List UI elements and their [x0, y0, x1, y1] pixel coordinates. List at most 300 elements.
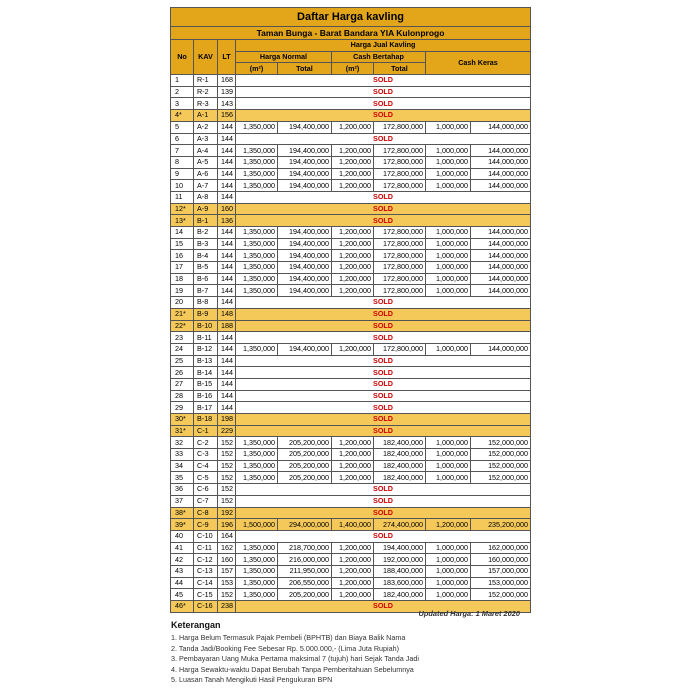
price-normal-total: 205,200,000	[278, 437, 332, 449]
row-number: 7	[171, 145, 194, 157]
row-lt: 144	[218, 273, 236, 285]
row-number: 18	[171, 273, 194, 285]
row-kav: B-8	[194, 297, 218, 309]
price-bertahap-total: 172,800,000	[374, 250, 426, 262]
price-bertahap-m2: 1,200,000	[332, 145, 374, 157]
row-kav: C-7	[194, 495, 218, 507]
price-keras-total: 144,000,000	[471, 145, 531, 157]
table-row	[171, 168, 531, 180]
price-keras-m2: 1,000,000	[426, 250, 471, 262]
row-number: 12*	[171, 203, 194, 215]
row-kav: B-6	[194, 273, 218, 285]
table-row	[171, 308, 531, 320]
sold-label: SOLD	[236, 414, 531, 426]
price-bertahap-total: 182,400,000	[374, 589, 426, 601]
price-keras-m2: 1,000,000	[426, 542, 471, 554]
row-number: 30*	[171, 414, 194, 426]
price-bertahap-m2: 1,200,000	[332, 273, 374, 285]
sold-label: SOLD	[236, 601, 531, 613]
row-lt: 144	[218, 145, 236, 157]
row-kav: A-9	[194, 203, 218, 215]
price-keras-total: 144,000,000	[471, 238, 531, 250]
table-row	[171, 519, 531, 531]
row-lt: 144	[218, 262, 236, 274]
price-normal-total: 194,400,000	[278, 285, 332, 297]
price-keras-total: 153,000,000	[471, 577, 531, 589]
row-lt: 144	[218, 378, 236, 390]
row-lt: 144	[218, 238, 236, 250]
price-normal-m2: 1,350,000	[236, 227, 278, 239]
price-normal-m2: 1,350,000	[236, 437, 278, 449]
sold-label: SOLD	[236, 402, 531, 414]
header-group: Harga Jual Kavling	[236, 40, 531, 52]
table-row	[171, 343, 531, 355]
row-lt: 238	[218, 601, 236, 613]
price-bertahap-m2: 1,200,000	[332, 156, 374, 168]
price-bertahap-m2: 1,200,000	[332, 343, 374, 355]
price-normal-total: 205,200,000	[278, 460, 332, 472]
sold-label: SOLD	[236, 98, 531, 110]
row-lt: 157	[218, 565, 236, 577]
row-lt: 144	[218, 133, 236, 145]
table-row	[171, 542, 531, 554]
price-bertahap-m2: 1,200,000	[332, 168, 374, 180]
price-keras-m2: 1,000,000	[426, 285, 471, 297]
row-kav: B-4	[194, 250, 218, 262]
row-number: 25	[171, 355, 194, 367]
table-row	[171, 121, 531, 133]
row-kav: C-13	[194, 565, 218, 577]
notes-title: Keterangan	[171, 620, 221, 630]
row-kav: C-3	[194, 449, 218, 461]
price-normal-m2: 1,350,000	[236, 168, 278, 180]
row-lt: 152	[218, 589, 236, 601]
row-lt: 144	[218, 285, 236, 297]
row-lt: 188	[218, 320, 236, 332]
price-keras-m2: 1,000,000	[426, 554, 471, 566]
row-kav: B-18	[194, 414, 218, 426]
price-bertahap-total: 182,400,000	[374, 472, 426, 484]
row-lt: 168	[218, 75, 236, 87]
sold-label: SOLD	[236, 484, 531, 496]
header-cash-bertahap: Cash Bertahap	[332, 51, 426, 63]
price-bertahap-m2: 1,200,000	[332, 589, 374, 601]
row-lt: 143	[218, 98, 236, 110]
table-row	[171, 355, 531, 367]
sold-label: SOLD	[236, 495, 531, 507]
row-kav: C-14	[194, 577, 218, 589]
row-number: 20	[171, 297, 194, 309]
price-keras-m2: 1,200,000	[426, 519, 471, 531]
row-number: 33	[171, 449, 194, 461]
price-bertahap-m2: 1,200,000	[332, 227, 374, 239]
sold-label: SOLD	[236, 203, 531, 215]
price-bertahap-m2: 1,200,000	[332, 554, 374, 566]
price-keras-m2: 1,000,000	[426, 460, 471, 472]
price-keras-total: 144,000,000	[471, 180, 531, 192]
price-normal-m2: 1,500,000	[236, 519, 278, 531]
row-kav: A-1	[194, 110, 218, 122]
row-lt: 144	[218, 332, 236, 344]
table-row	[171, 133, 531, 145]
row-kav: B-10	[194, 320, 218, 332]
row-number: 26	[171, 367, 194, 379]
table-row	[171, 402, 531, 414]
row-kav: C-8	[194, 507, 218, 519]
sold-label: SOLD	[236, 320, 531, 332]
row-number: 45	[171, 589, 194, 601]
price-keras-m2: 1,000,000	[426, 262, 471, 274]
row-number: 5	[171, 121, 194, 133]
header-total: Total	[374, 63, 426, 75]
row-lt: 144	[218, 191, 236, 203]
row-kav: C-6	[194, 484, 218, 496]
sold-label: SOLD	[236, 355, 531, 367]
table-row	[171, 273, 531, 285]
row-number: 2	[171, 86, 194, 98]
price-normal-total: 194,400,000	[278, 168, 332, 180]
table-row	[171, 320, 531, 332]
row-number: 6	[171, 133, 194, 145]
row-kav: B-13	[194, 355, 218, 367]
price-normal-m2: 1,350,000	[236, 180, 278, 192]
price-normal-m2: 1,350,000	[236, 565, 278, 577]
table-row	[171, 589, 531, 601]
table-row	[171, 390, 531, 402]
row-kav: B-7	[194, 285, 218, 297]
row-kav: B-9	[194, 308, 218, 320]
table-row	[171, 156, 531, 168]
header-harga-normal: Harga Normal	[236, 51, 332, 63]
note-item: 5. Luasan Tanah Mengikuti Hasil Pengukuran BPN	[171, 675, 333, 685]
price-bertahap-total: 172,800,000	[374, 168, 426, 180]
price-normal-total: 294,000,000	[278, 519, 332, 531]
price-normal-m2: 1,350,000	[236, 238, 278, 250]
table-row	[171, 215, 531, 227]
price-bertahap-total: 192,000,000	[374, 554, 426, 566]
price-normal-total: 194,400,000	[278, 180, 332, 192]
row-lt: 192	[218, 507, 236, 519]
price-bertahap-m2: 1,200,000	[332, 121, 374, 133]
price-bertahap-m2: 1,200,000	[332, 238, 374, 250]
table-row	[171, 297, 531, 309]
sold-label: SOLD	[236, 133, 531, 145]
table-row	[171, 191, 531, 203]
row-lt: 196	[218, 519, 236, 531]
row-number: 32	[171, 437, 194, 449]
header-no: No	[171, 40, 194, 75]
table-row	[171, 203, 531, 215]
row-number: 42	[171, 554, 194, 566]
row-lt: 144	[218, 297, 236, 309]
row-number: 1	[171, 75, 194, 87]
table-row	[171, 472, 531, 484]
header-total: Total	[278, 63, 332, 75]
table-row	[171, 180, 531, 192]
price-keras-m2: 1,000,000	[426, 343, 471, 355]
price-bertahap-total: 172,800,000	[374, 273, 426, 285]
price-keras-m2: 1,000,000	[426, 168, 471, 180]
row-kav: C-9	[194, 519, 218, 531]
row-kav: B-14	[194, 367, 218, 379]
row-lt: 144	[218, 367, 236, 379]
table-row	[171, 145, 531, 157]
row-number: 27	[171, 378, 194, 390]
price-normal-m2: 1,350,000	[236, 145, 278, 157]
table-row	[171, 367, 531, 379]
row-number: 29	[171, 402, 194, 414]
row-kav: A-8	[194, 191, 218, 203]
row-number: 3	[171, 98, 194, 110]
row-number: 22*	[171, 320, 194, 332]
header-m2: (m²)	[332, 63, 374, 75]
table-row	[171, 227, 531, 239]
notes-section	[171, 620, 521, 686]
row-lt: 152	[218, 460, 236, 472]
row-number: 36	[171, 484, 194, 496]
row-number: 23	[171, 332, 194, 344]
price-normal-m2: 1,350,000	[236, 250, 278, 262]
price-keras-total: 144,000,000	[471, 156, 531, 168]
row-lt: 144	[218, 180, 236, 192]
price-keras-m2: 1,000,000	[426, 180, 471, 192]
row-lt: 152	[218, 449, 236, 461]
price-bertahap-total: 172,800,000	[374, 238, 426, 250]
row-number: 16	[171, 250, 194, 262]
row-kav: C-5	[194, 472, 218, 484]
price-keras-total: 144,000,000	[471, 168, 531, 180]
row-number: 46*	[171, 601, 194, 613]
table-row	[171, 262, 531, 274]
price-keras-m2: 1,000,000	[426, 437, 471, 449]
row-lt: 136	[218, 215, 236, 227]
sold-label: SOLD	[236, 191, 531, 203]
row-number: 43	[171, 565, 194, 577]
row-kav: C-2	[194, 437, 218, 449]
row-number: 19	[171, 285, 194, 297]
price-bertahap-total: 183,600,000	[374, 577, 426, 589]
sold-label: SOLD	[236, 110, 531, 122]
sold-label: SOLD	[236, 86, 531, 98]
row-kav: R-1	[194, 75, 218, 87]
table-title: Daftar Harga kavling	[171, 8, 531, 27]
table-row	[171, 484, 531, 496]
row-kav: B-5	[194, 262, 218, 274]
row-number: 14	[171, 227, 194, 239]
price-normal-total: 205,200,000	[278, 449, 332, 461]
price-bertahap-total: 172,800,000	[374, 285, 426, 297]
table-body	[171, 75, 531, 613]
sold-label: SOLD	[236, 297, 531, 309]
price-keras-total: 144,000,000	[471, 273, 531, 285]
price-keras-total: 152,000,000	[471, 472, 531, 484]
price-normal-m2: 1,350,000	[236, 285, 278, 297]
note-item: 4. Harga Sewaktu-waktu Dapat Berubah Tanpa Pemberitahuan Sebelumnya	[171, 664, 414, 674]
sold-label: SOLD	[236, 378, 531, 390]
price-bertahap-m2: 1,200,000	[332, 449, 374, 461]
price-keras-total: 144,000,000	[471, 285, 531, 297]
row-number: 8	[171, 156, 194, 168]
table-row	[171, 75, 531, 87]
price-bertahap-total: 194,400,000	[374, 542, 426, 554]
row-kav: C-16	[194, 601, 218, 613]
price-normal-total: 205,200,000	[278, 472, 332, 484]
row-kav: B-3	[194, 238, 218, 250]
price-normal-total: 194,400,000	[278, 145, 332, 157]
table-row	[171, 565, 531, 577]
table-row	[171, 86, 531, 98]
row-lt: 156	[218, 110, 236, 122]
note-item: 2. Tanda Jadi/Booking Fee Sebesar Rp. 5.000.000,- (Lima Juta Rupiah)	[171, 643, 400, 653]
price-bertahap-m2: 1,200,000	[332, 437, 374, 449]
price-bertahap-total: 188,400,000	[374, 565, 426, 577]
row-kav: A-5	[194, 156, 218, 168]
row-number: 17	[171, 262, 194, 274]
price-keras-m2: 1,000,000	[426, 449, 471, 461]
header-cash-keras: Cash Keras	[426, 51, 531, 74]
row-lt: 144	[218, 390, 236, 402]
row-number: 9	[171, 168, 194, 180]
price-normal-m2: 1,350,000	[236, 273, 278, 285]
row-lt: 164	[218, 530, 236, 542]
sold-label: SOLD	[236, 75, 531, 87]
row-number: 4*	[171, 110, 194, 122]
table-row	[171, 332, 531, 344]
table-row	[171, 460, 531, 472]
price-keras-total: 144,000,000	[471, 227, 531, 239]
price-keras-m2: 1,000,000	[426, 577, 471, 589]
row-kav: A-7	[194, 180, 218, 192]
row-kav: B-1	[194, 215, 218, 227]
price-keras-m2: 1,000,000	[426, 145, 471, 157]
sold-label: SOLD	[236, 215, 531, 227]
row-lt: 144	[218, 343, 236, 355]
row-lt: 144	[218, 355, 236, 367]
row-kav: C-10	[194, 530, 218, 542]
price-bertahap-m2: 1,400,000	[332, 519, 374, 531]
table-row	[171, 495, 531, 507]
price-keras-m2: 1,000,000	[426, 121, 471, 133]
price-bertahap-total: 172,800,000	[374, 227, 426, 239]
sold-label: SOLD	[236, 332, 531, 344]
row-number: 28	[171, 390, 194, 402]
price-bertahap-m2: 1,200,000	[332, 565, 374, 577]
price-keras-total: 144,000,000	[471, 343, 531, 355]
row-number: 31*	[171, 425, 194, 437]
row-lt: 144	[218, 156, 236, 168]
price-bertahap-total: 182,400,000	[374, 460, 426, 472]
price-keras-m2: 1,000,000	[426, 156, 471, 168]
price-bertahap-total: 172,800,000	[374, 145, 426, 157]
row-kav: C-12	[194, 554, 218, 566]
row-kav: C-4	[194, 460, 218, 472]
row-lt: 152	[218, 484, 236, 496]
table-row	[171, 110, 531, 122]
price-bertahap-m2: 1,200,000	[332, 542, 374, 554]
price-keras-m2: 1,000,000	[426, 227, 471, 239]
price-bertahap-m2: 1,200,000	[332, 577, 374, 589]
row-lt: 160	[218, 554, 236, 566]
row-number: 10	[171, 180, 194, 192]
price-bertahap-m2: 1,200,000	[332, 250, 374, 262]
price-normal-m2: 1,350,000	[236, 449, 278, 461]
table-row	[171, 449, 531, 461]
row-number: 21*	[171, 308, 194, 320]
price-keras-total: 152,000,000	[471, 589, 531, 601]
sold-label: SOLD	[236, 390, 531, 402]
header-lt: LT	[218, 40, 236, 75]
updated-date: Updated Harga: 1 Maret 2020	[418, 609, 520, 618]
price-normal-total: 194,400,000	[278, 227, 332, 239]
price-bertahap-total: 182,400,000	[374, 437, 426, 449]
row-number: 11	[171, 191, 194, 203]
row-lt: 144	[218, 250, 236, 262]
row-lt: 153	[218, 577, 236, 589]
table-row	[171, 378, 531, 390]
price-normal-total: 194,400,000	[278, 250, 332, 262]
price-bertahap-total: 172,800,000	[374, 262, 426, 274]
row-kav: B-11	[194, 332, 218, 344]
price-keras-total: 144,000,000	[471, 250, 531, 262]
price-normal-total: 194,400,000	[278, 156, 332, 168]
row-lt: 152	[218, 437, 236, 449]
price-normal-total: 194,400,000	[278, 273, 332, 285]
note-item: 3. Pembayaran Uang Muka Pertama maksimal 7 (tujuh) hari Sejak Tanda Jadi	[171, 654, 419, 664]
note-item: 1. Harga Belum Termasuk Pajak Pembeli (BPHTB) dan Biaya Balik Nama	[171, 633, 406, 642]
row-number: 35	[171, 472, 194, 484]
row-lt: 148	[218, 308, 236, 320]
sold-label: SOLD	[236, 425, 531, 437]
row-number: 37	[171, 495, 194, 507]
price-keras-m2: 1,000,000	[426, 565, 471, 577]
price-bertahap-total: 172,800,000	[374, 180, 426, 192]
table-row	[171, 437, 531, 449]
row-number: 39*	[171, 519, 194, 531]
row-kav: A-2	[194, 121, 218, 133]
price-keras-total: 157,000,000	[471, 565, 531, 577]
row-kav: C-11	[194, 542, 218, 554]
price-normal-m2: 1,350,000	[236, 542, 278, 554]
price-normal-total: 218,700,000	[278, 542, 332, 554]
price-keras-m2: 1,000,000	[426, 589, 471, 601]
price-bertahap-m2: 1,200,000	[332, 285, 374, 297]
table-row	[171, 577, 531, 589]
row-lt: 144	[218, 227, 236, 239]
row-kav: A-6	[194, 168, 218, 180]
row-kav: A-4	[194, 145, 218, 157]
table-row	[171, 285, 531, 297]
table-row	[171, 425, 531, 437]
row-lt: 144	[218, 121, 236, 133]
price-bertahap-total: 182,400,000	[374, 449, 426, 461]
table-row	[171, 414, 531, 426]
price-normal-m2: 1,350,000	[236, 554, 278, 566]
price-normal-m2: 1,350,000	[236, 472, 278, 484]
row-number: 41	[171, 542, 194, 554]
price-keras-total: 152,000,000	[471, 460, 531, 472]
price-bertahap-total: 172,800,000	[374, 343, 426, 355]
header-kav: KAV	[194, 40, 218, 75]
price-list-sheet	[170, 7, 530, 613]
row-kav: R-2	[194, 86, 218, 98]
price-bertahap-m2: 1,200,000	[332, 460, 374, 472]
price-keras-m2: 1,000,000	[426, 273, 471, 285]
row-kav: A-3	[194, 133, 218, 145]
price-keras-m2: 1,000,000	[426, 472, 471, 484]
price-normal-m2: 1,350,000	[236, 262, 278, 274]
row-lt: 144	[218, 168, 236, 180]
row-number: 44	[171, 577, 194, 589]
